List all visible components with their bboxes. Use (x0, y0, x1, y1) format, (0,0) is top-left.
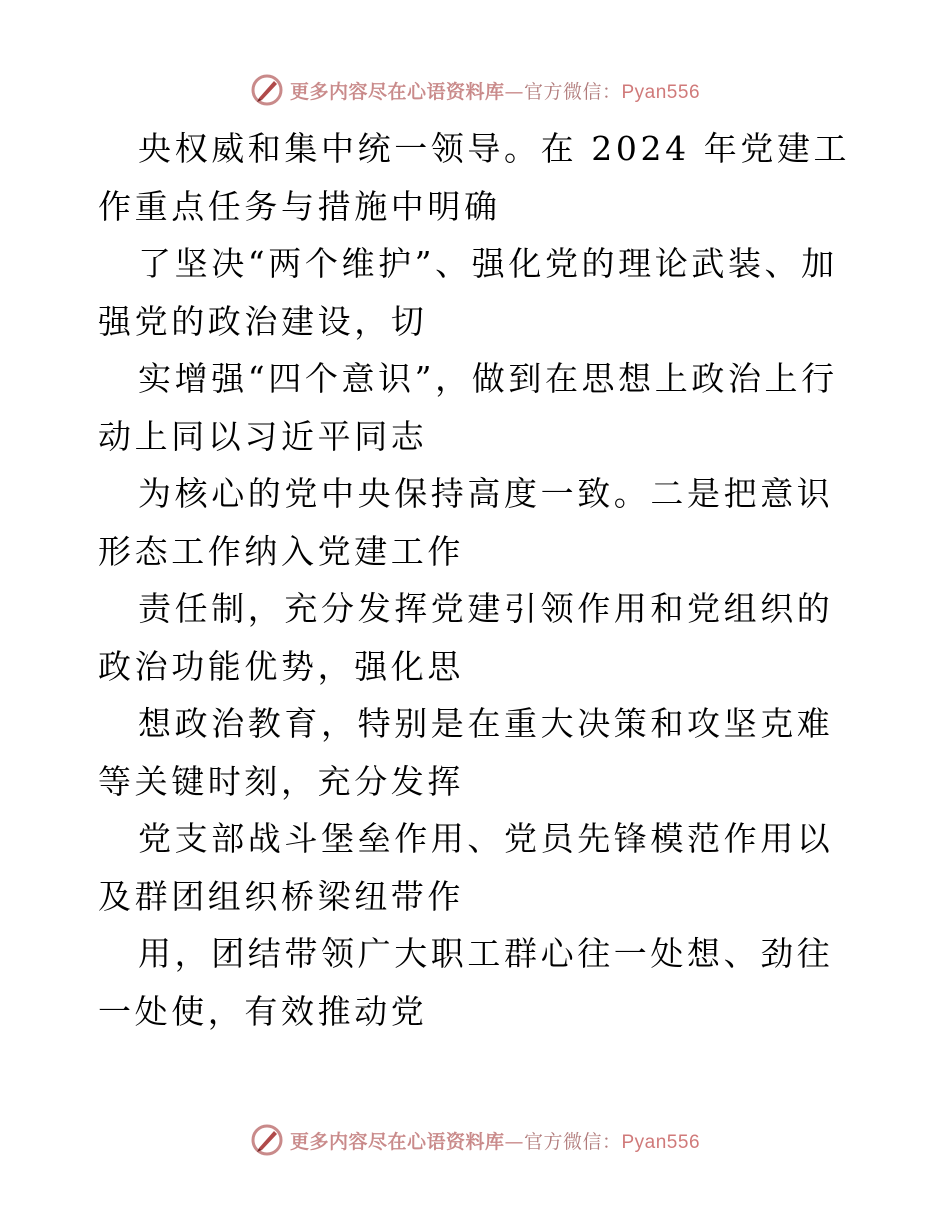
paragraph (98, 350, 858, 465)
paragraph-line: 党支部战斗堡垒作用、党员先锋模范作用以及群 (98, 819, 834, 916)
quill-logo-icon (250, 73, 284, 107)
paragraph-line: 了坚决“两个维护”、强化党的理论武装、加强 (98, 244, 838, 341)
paragraph-line: 工作纳入党建工作 (171, 531, 465, 571)
quill-logo-icon (250, 1123, 284, 1157)
watermark-lead: 更多内容尽在心语资料库 (289, 80, 505, 103)
header-watermark (0, 70, 950, 110)
paragraph-line: 实增强“四个意识”，做到在思想上政治上行动 (98, 359, 838, 456)
paragraph-line: 党的政治建设，切 (134, 301, 428, 341)
paragraph-line: 上同以习近平同志 (134, 416, 428, 456)
paragraph-line: 想政治教育，特别是在重大决策和攻坚克难等关 (98, 704, 834, 801)
paragraph-line: 功能优势，强化思 (171, 646, 465, 686)
watermark-dash: — (504, 1130, 524, 1153)
paragraph (98, 120, 858, 235)
paragraph-line: 为核心的党中央保持高度一致。二是把意识形态 (98, 474, 834, 571)
paragraph-line: 团组织桥梁纽带作 (171, 876, 465, 916)
paragraph (98, 925, 858, 1040)
watermark-text (290, 77, 700, 104)
paragraph (98, 235, 858, 350)
watermark-id: Pyan556 (621, 81, 701, 103)
paragraph-line: 用，团结带领广大职工群心往一处想、劲往一处 (98, 934, 834, 1031)
watermark-official: 官方微信： (523, 1130, 622, 1153)
footer-watermark (0, 1120, 950, 1160)
paragraph-line: 责任制，充分发挥党建引领作用和党组织的政治 (98, 589, 834, 686)
watermark-lead: 更多内容尽在心语资料库 (289, 1130, 505, 1153)
watermark-official: 官方微信： (523, 80, 622, 103)
paragraph-line: 使，有效推动党 (171, 991, 428, 1031)
watermark-text (290, 1127, 700, 1154)
paragraph (98, 695, 858, 810)
paragraph (98, 810, 858, 925)
document-body (98, 120, 858, 1040)
paragraph (98, 465, 858, 580)
watermark-dash: — (504, 80, 524, 103)
paragraph-line: 点任务与措施中明确 (171, 186, 501, 226)
paragraph-line: 键时刻，充分发挥 (171, 761, 465, 801)
paragraph-line: 央权威和集中统一领导。在 2024 年党建工作重 (98, 129, 851, 226)
watermark-id: Pyan556 (621, 1131, 701, 1153)
paragraph (98, 580, 858, 695)
